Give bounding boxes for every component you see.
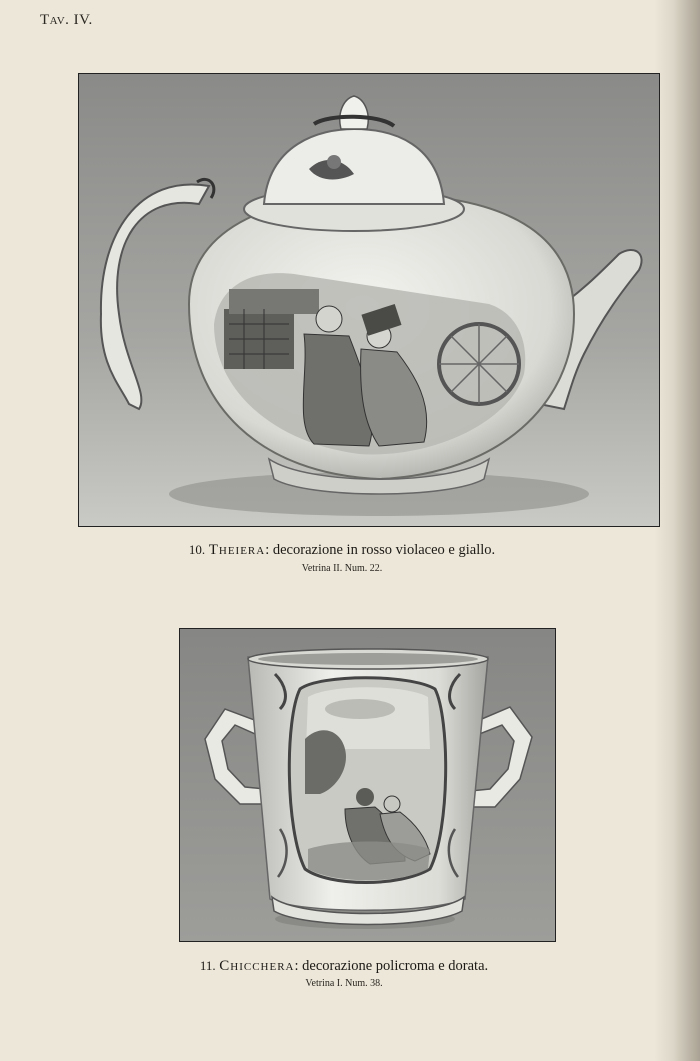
figure-10-caption [0, 542, 692, 559]
figure-11-location: Vetrina I. Num. 38. [305, 978, 383, 989]
figure-11-separator: : [294, 958, 299, 974]
figure-11-description: decorazione policroma e dorata. [302, 958, 489, 974]
figure-10-location: Vetrina II. Num. 22. [301, 563, 383, 574]
figure-11-caption [0, 958, 694, 975]
figure-10-separator: : [265, 542, 270, 558]
figure-10-name: Theiera [208, 542, 266, 558]
figure-11-name: Chicchera [219, 958, 295, 974]
teapot-photo [78, 73, 660, 527]
figure-10-number: 10. [188, 542, 206, 557]
figure-11-number: 11. [199, 958, 216, 973]
figure-10-description: decorazione in rosso violaceo e giallo. [272, 542, 496, 558]
plate-label: Tav. IV. [40, 12, 93, 28]
cup-photo [179, 628, 556, 942]
page-binding-shadow [654, 0, 700, 1061]
